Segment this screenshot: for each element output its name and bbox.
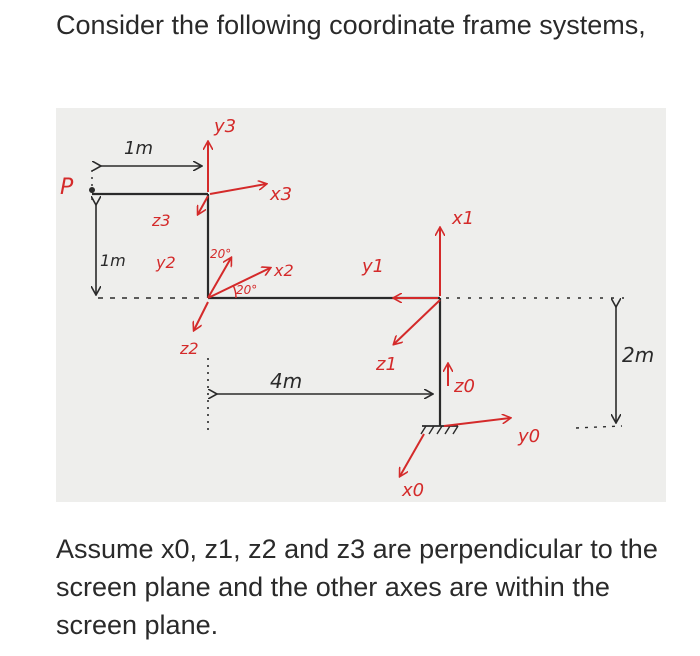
y0-axis-arrow xyxy=(444,418,510,426)
y3-label: y3 xyxy=(214,116,237,137)
x2-label: x2 xyxy=(274,261,294,280)
z0-label: z0 xyxy=(454,376,475,397)
x3-axis-arrow xyxy=(210,184,266,194)
question-note: Assume x0, z1, z2 and z3 are perpendicular to the screen plane and the other axes are within the screen plane. xyxy=(56,534,658,640)
dim-top-label: 1m xyxy=(124,138,153,159)
z1-label: z1 xyxy=(376,354,397,375)
coordinate-frames-figure xyxy=(56,108,666,502)
z3-axis-arrow xyxy=(198,196,208,214)
point-p-label: P xyxy=(60,175,74,200)
z2-label: z2 xyxy=(180,339,199,358)
y1-label: y1 xyxy=(362,256,385,277)
dim-right-label: 2m xyxy=(622,343,655,367)
y2-label: y2 xyxy=(156,253,176,272)
angle-upper-label: 20° xyxy=(210,247,232,261)
x1-label: x1 xyxy=(452,208,475,229)
angle-lower-label: 20° xyxy=(236,283,258,297)
x3-label: x3 xyxy=(270,184,293,205)
z1-axis-arrow xyxy=(394,300,440,344)
z3-label: z3 xyxy=(152,211,171,230)
ground-hatch xyxy=(421,426,458,434)
question-intro: Consider the following coordinate frame systems, xyxy=(56,10,646,40)
guide-bottom xyxy=(576,426,622,428)
z2-axis-arrow xyxy=(194,302,208,330)
dim-bottom-label: 4m xyxy=(270,369,303,393)
x0-axis-arrow xyxy=(400,434,424,476)
x0-label: x0 xyxy=(402,480,425,501)
frames-diagram xyxy=(56,108,666,502)
dim-left-label: 1m xyxy=(100,251,126,270)
y0-label: y0 xyxy=(518,426,541,447)
